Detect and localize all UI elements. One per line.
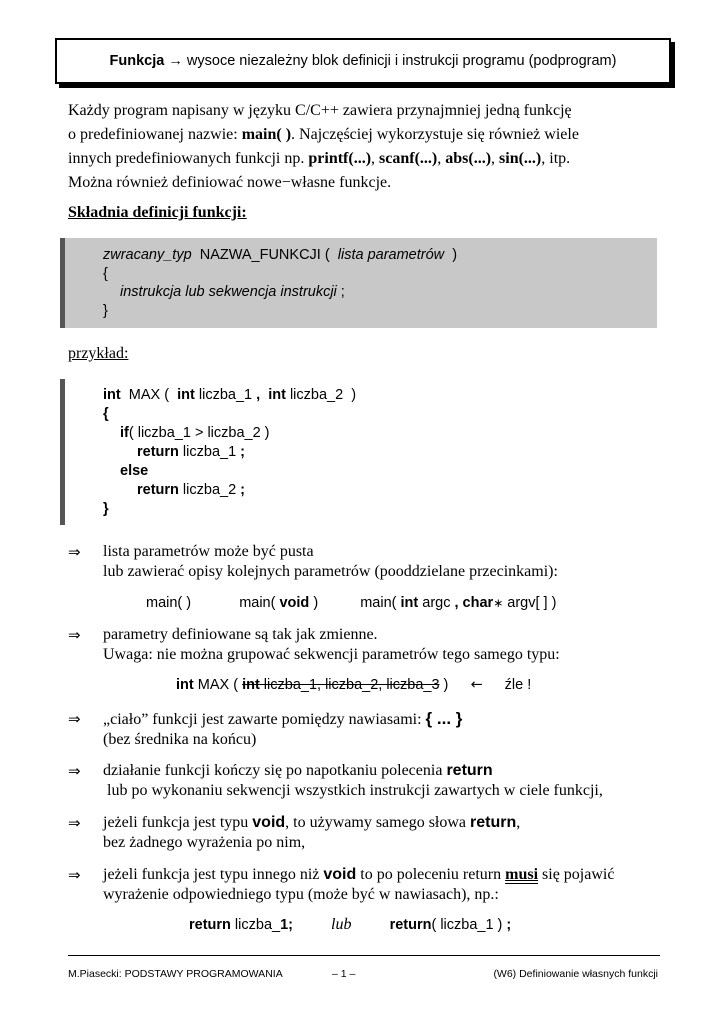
bullet-params-empty: ⇒ lista parametrów może być pusta lub zawierać opisy kolejnych parametrów (pooddzielane przecinkami): [68, 543, 558, 580]
title-bold: Funkcja [109, 53, 165, 69]
syntax-heading: Składnia definicji funkcji: [68, 204, 247, 221]
implies-arrow-icon: ⇒ [68, 710, 81, 728]
bullet-return-ends: ⇒ działanie funkcji kończy się po napotkaniu polecenia return lub po wykonaniu sekwencji wszystkich instrukcji zawartych w ciele funkcji, [68, 762, 603, 799]
intro-line-4: Można również definiować nowe−własne funkcje. [68, 174, 392, 191]
footer-right: (W6) Definiowanie własnych funkcji [493, 968, 658, 980]
main-keyword: main( ) [241, 126, 292, 143]
code-line-3: if( liczba_1 > liczba_2 ) [120, 425, 270, 441]
footer-page-number: – 1 – [332, 968, 356, 980]
return-examples: return liczba_1; lub return( liczba_1 ) ; [189, 916, 512, 933]
title-box [55, 38, 671, 84]
footer-divider [68, 955, 660, 956]
footer-left: M.Piasecki: PODSTAWY PROGRAMOWANIA [68, 968, 283, 980]
left-arrow-icon: ← [470, 677, 483, 693]
intro-line-1: Każdy program napisany w języku C/C++ zawiera przynajmniej jedną funkcję [68, 102, 572, 119]
bad-grouping-example: int MAX ( int liczba_1, liczba_2, liczba_3 ) ← źle ! [176, 677, 532, 693]
syntax-box [60, 238, 657, 328]
code-line-4: return liczba_1 ; [137, 444, 246, 460]
syntax-line-1: zwracany_typ NAZWA_FUNKCJI ( lista parametrów ) [103, 247, 458, 263]
bullet-body-braces: ⇒ „ciało” funkcji jest zawarte pomiędzy nawiasami: { ... } (bez średnika na końcu) [68, 709, 463, 748]
intro-paragraph [68, 99, 658, 195]
implies-arrow-icon: ⇒ [68, 543, 81, 561]
example-label: przykład: [68, 345, 129, 362]
implies-arrow-icon: ⇒ [68, 762, 81, 780]
code-line-5: else [120, 463, 149, 479]
code-line-6: return liczba_2 ; [137, 482, 246, 498]
bullet-nonvoid-return: ⇒ jeżeli funkcja jest typu innego niż void to po poleceniu return musi się pojawić wyrażenie odpowiedniego typu (może być w nawiasach), np.: [68, 866, 615, 903]
syntax-line-4: } [103, 302, 108, 319]
title-arrow: → [168, 53, 183, 69]
bullet-params-variables: ⇒ parametry definiowane są tak jak zmienne. Uwaga: nie można grupować sekwencji parametrów tego samego typu: [68, 626, 560, 663]
bullet-void-return: ⇒ jeżeli funkcja jest typu void, to używamy samego słowa return, bez żadnego wyrażenia po nim, [68, 814, 521, 851]
implies-arrow-icon: ⇒ [68, 814, 81, 832]
implies-arrow-icon: ⇒ [68, 626, 81, 644]
intro-line-2: o predefiniowanej nazwie: main( ). Najczęściej wykorzystuje się również wiele [68, 126, 579, 143]
code-line-2: { [103, 406, 109, 422]
main-examples: main( ) main( void ) main( int argc , char∗ argv[ ] ) [146, 595, 557, 611]
title-text: wysoce niezależny blok definicji i instrukcji programu (podprogram) [186, 53, 617, 69]
syntax-line-3: instrukcja lub sekwencja instrukcji ; [120, 284, 345, 300]
code-line-1: int MAX ( int liczba_1 , int liczba_2 ) [103, 387, 357, 403]
code-example [60, 379, 360, 525]
implies-arrow-icon: ⇒ [68, 866, 81, 884]
intro-line-3: innych predefiniowanych funkcji np. printf(...), scanf(...), abs(...), sin(...), itp. [68, 150, 571, 167]
code-line-7: } [103, 501, 109, 517]
syntax-line-2: { [103, 265, 108, 282]
